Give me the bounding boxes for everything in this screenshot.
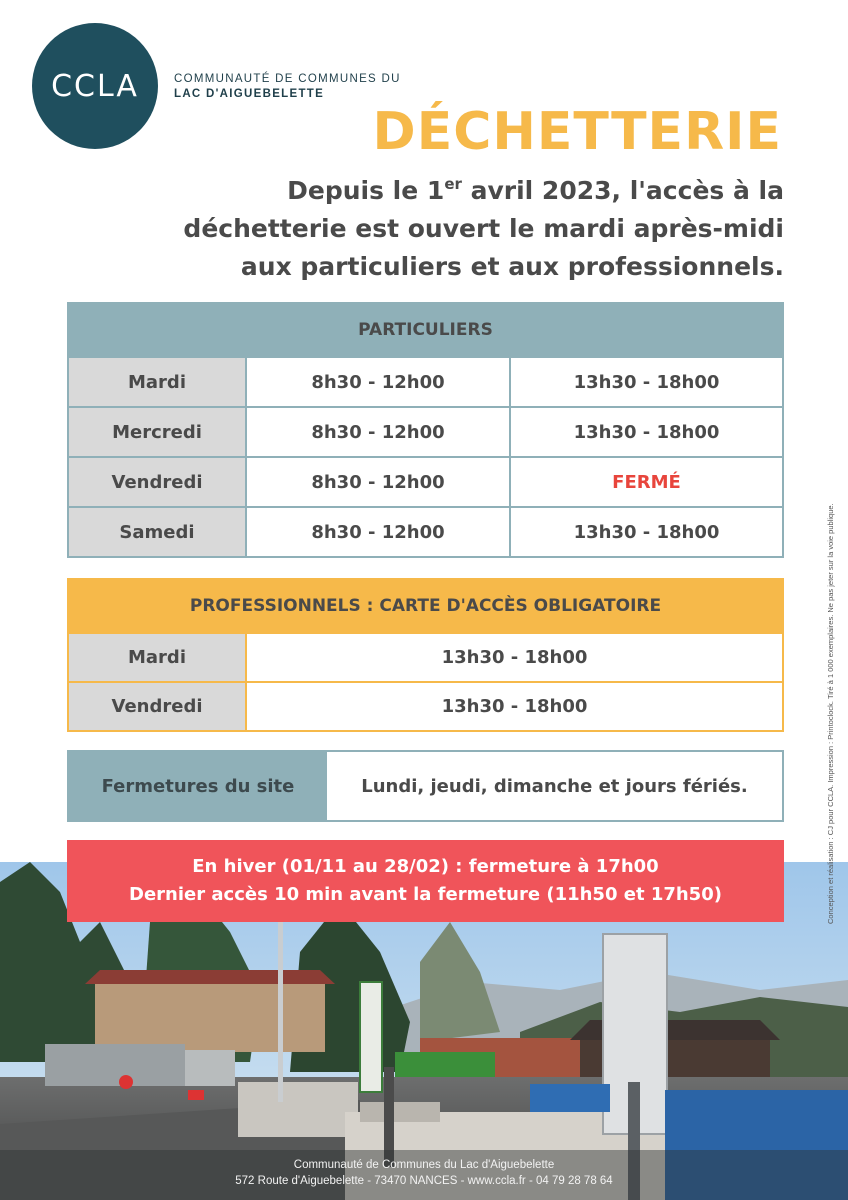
table-row <box>69 356 782 406</box>
hours-cell: 13h30 - 18h00 <box>245 683 782 730</box>
ccla-logo <box>32 23 158 149</box>
morning-cell: 8h30 - 12h00 <box>245 508 509 556</box>
winter-notice <box>67 840 784 922</box>
morning-cell: 8h30 - 12h00 <box>245 358 509 406</box>
afternoon-cell: 13h30 - 18h00 <box>509 408 782 456</box>
page-title: DÉCHETTERIE <box>372 102 782 162</box>
table-row <box>69 456 782 506</box>
table-row <box>69 632 782 681</box>
intro-line1-sup: er <box>444 175 462 193</box>
logo-line2: LAC D'AIGUEBELETTE <box>174 88 325 100</box>
professionnels-table <box>67 578 784 732</box>
winter-line2: Dernier accès 10 min avant la fermeture (11h50 et 17h50) <box>129 884 722 905</box>
footer-line2: 572 Route d'Aiguebelette - 73470 NANCES - www.ccla.fr - 04 79 28 78 64 <box>235 1175 613 1187</box>
intro-text <box>104 172 784 286</box>
morning-cell: 8h30 - 12h00 <box>245 408 509 456</box>
intro-line1-a: Depuis le 1 <box>287 176 445 205</box>
closed-cell: FERMÉ <box>509 458 782 506</box>
footer-line1: Communauté de Communes du Lac d'Aiguebelette <box>293 1159 555 1171</box>
logo-line1: COMMUNAUTÉ DE COMMUNES DU <box>174 73 401 85</box>
day-cell: Mercredi <box>69 408 245 456</box>
logo-wordmark <box>174 72 401 102</box>
closures-value: Lundi, jeudi, dimanche et jours fériés. <box>327 752 782 820</box>
closures-box <box>67 750 784 822</box>
side-credit: Conception et réalisation : CJ pour CCLA. Impression : Printoclock. Tiré à 1 000 exemplaires. Ne pas jeter sur la voie publique. <box>826 503 835 924</box>
winter-line1: En hiver (01/11 au 28/02) : fermeture à 17h00 <box>192 856 659 877</box>
particuliers-table <box>67 302 784 558</box>
logo-initials: CCLA <box>51 68 139 104</box>
intro-line2: déchetterie est ouvert le mardi après-midi <box>183 214 784 243</box>
afternoon-cell: 13h30 - 18h00 <box>509 508 782 556</box>
table-row <box>69 506 782 556</box>
closures-label: Fermetures du site <box>69 752 327 820</box>
day-cell: Vendredi <box>69 683 245 730</box>
particuliers-header: PARTICULIERS <box>69 304 782 356</box>
day-cell: Samedi <box>69 508 245 556</box>
afternoon-cell: 13h30 - 18h00 <box>509 358 782 406</box>
table-row <box>69 681 782 730</box>
intro-line3: aux particuliers et aux professionnels. <box>240 252 784 281</box>
table-row <box>69 406 782 456</box>
intro-line1-b: avril 2023, l'accès à la <box>461 176 784 205</box>
day-cell: Vendredi <box>69 458 245 506</box>
morning-cell: 8h30 - 12h00 <box>245 458 509 506</box>
day-cell: Mardi <box>69 634 245 681</box>
day-cell: Mardi <box>69 358 245 406</box>
hours-cell: 13h30 - 18h00 <box>245 634 782 681</box>
professionnels-header: PROFESSIONNELS : CARTE D'ACCÈS OBLIGATOIRE <box>69 580 782 632</box>
footer <box>0 1157 848 1189</box>
